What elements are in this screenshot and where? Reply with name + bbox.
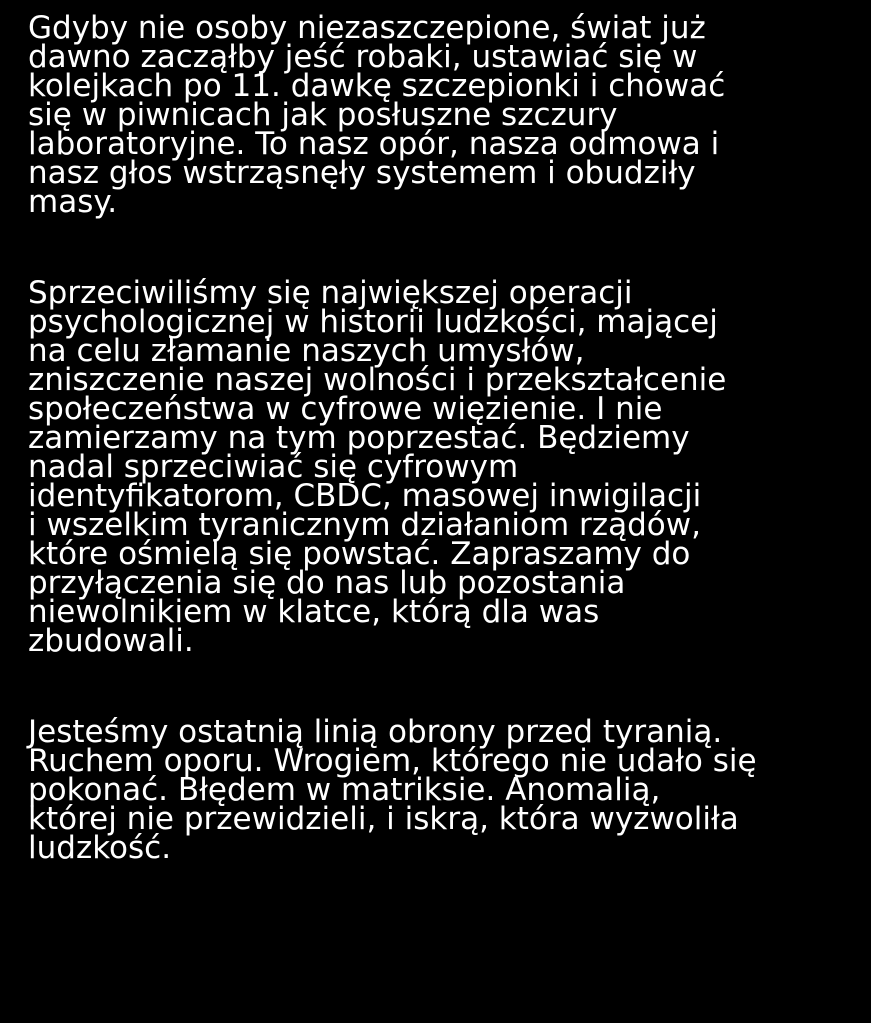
text-line: społeczeństwa w cyfrowe więzienie. I nie [28,391,663,427]
text-line: pokonać. Błędem w matriksie. Anomalią, [28,772,661,808]
text-line: masy. [28,184,118,220]
text-line: której nie przewidzieli, i iskrą, która wyzwoliła [28,801,739,837]
text-line: ludzkość. [28,830,172,866]
text-line: Sprzeciwiliśmy się największej operacji [28,275,633,311]
text-line: nasz głos wstrząsnęły systemem i obudziły [28,155,696,191]
text-line: Gdyby nie osoby niezaszczepione, świat już [28,10,706,46]
text-line: laboratoryjne. To nasz opór, nasza odmowa i [28,126,720,162]
text-line: kolejkach po 11. dawkę szczepionki i chować [28,68,726,104]
paragraph-3 [28,714,858,866]
text-line: zbudowali. [28,623,194,659]
text-line: Ruchem oporu. Wrogiem, którego nie udało się [28,743,757,779]
text-line: dawno zacząłby jeść robaki, ustawiać się w [28,39,698,75]
text-line: przyłączenia się do nas lub pozostania [28,565,626,601]
text-line: zamierzamy na tym poprzestać. Będziemy [28,420,690,456]
text-line: i wszelkim tyranicznym działaniom rządów, [28,507,701,543]
paragraph-1 [28,10,858,220]
paragraph-spacer [28,217,858,279]
text-line: identyfikatorom, CBDC, masowej inwigilacji [28,478,702,514]
text-line: na celu złamanie naszych umysłów, [28,333,585,369]
text-line: Jesteśmy ostatnią linią obrony przed tyranią. [28,714,723,750]
document-text [28,10,858,866]
text-line: nadal sprzeciwiać się cyfrowym [28,449,519,485]
text-line: niewolnikiem w klatce, którą dla was [28,594,600,630]
text-line: psychologicznej w historii ludzkości, mającej [28,304,718,340]
text-line: które ośmielą się powstać. Zapraszamy do [28,536,691,572]
paragraph-2 [28,275,858,659]
paragraph-spacer [28,656,858,718]
text-line: się w piwnicach jak posłuszne szczury [28,97,618,133]
text-line: zniszczenie naszej wolności i przekształcenie [28,362,727,398]
